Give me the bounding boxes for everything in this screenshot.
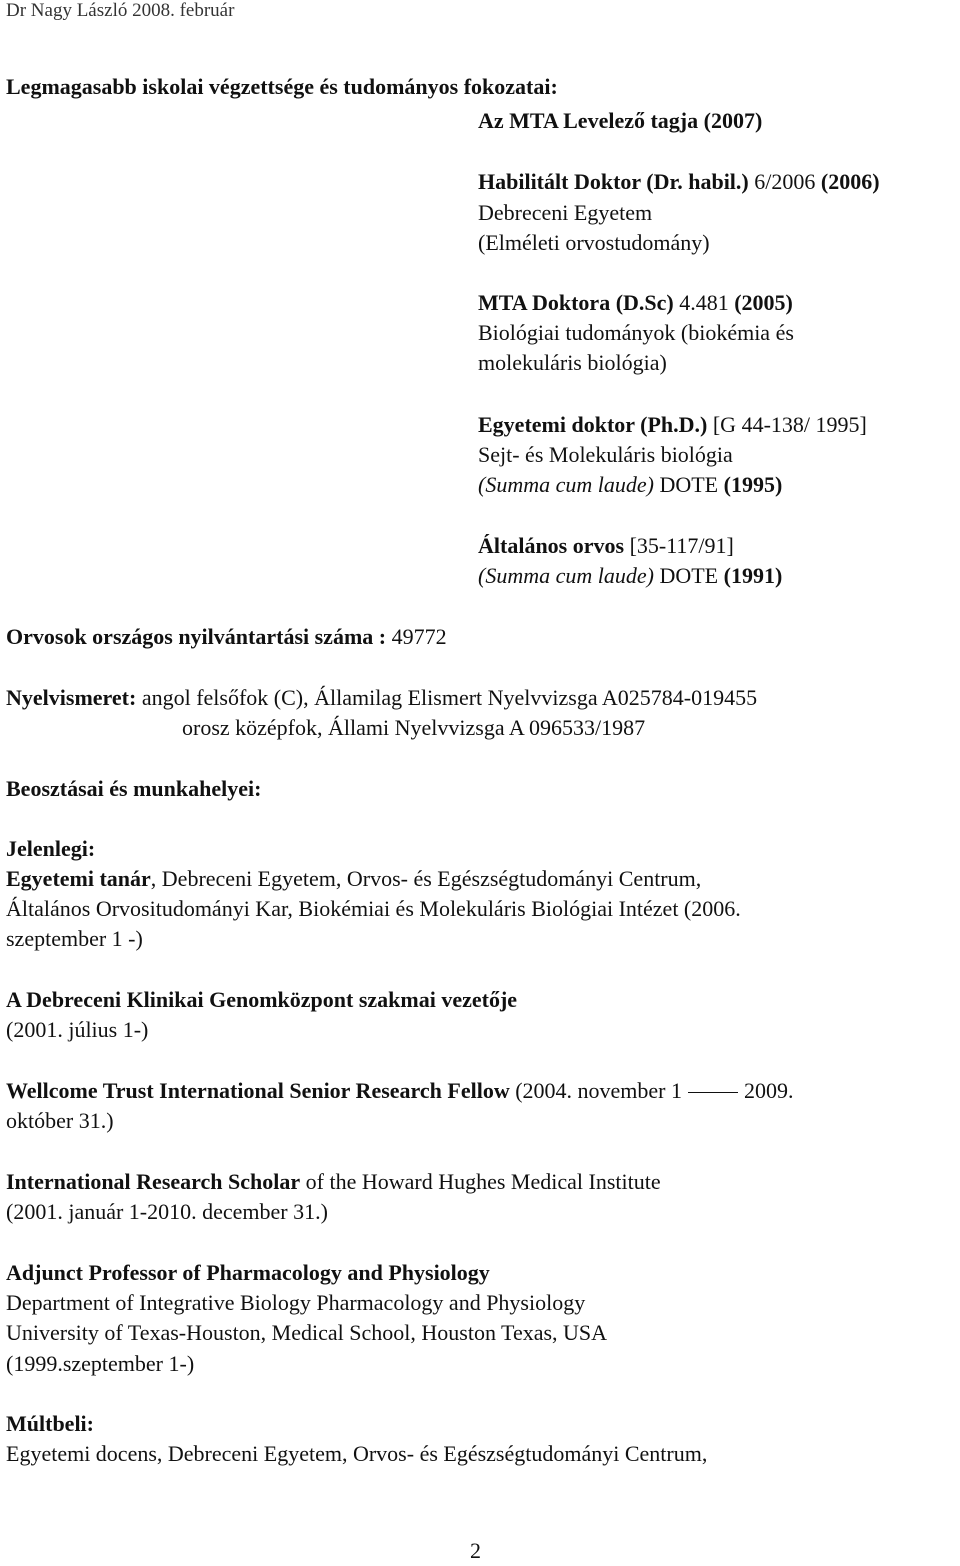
current-label: Jelenlegi: (6, 836, 96, 861)
page-number: 2 (470, 1538, 481, 1563)
dsc-title: MTA Doktora (D.Sc) (478, 290, 674, 315)
habil-title: Habilitált Doktor (Dr. habil.) (478, 169, 749, 194)
phd-honors (478, 472, 782, 498)
registry-label: Orvosok országos nyilvántartási száma : (6, 624, 392, 649)
phd-number: [G 44-138/ 1995] (707, 412, 867, 437)
professor-line-1 (6, 866, 701, 892)
phd-school: DOTE (653, 472, 724, 497)
dsc-year: (2005) (734, 290, 793, 315)
hhmi-institute: of the Howard Hughes Medical Institute (300, 1169, 661, 1194)
wellcome-date-start: (2004. november 1 (509, 1078, 683, 1103)
wellcome-title: Wellcome Trust International Senior Research Fellow (6, 1078, 510, 1103)
degrees-heading: Legmagasabb iskolai végzettsége és tudományos fokozatai: (6, 74, 558, 99)
md-summa: (Summa cum laude) (478, 563, 654, 588)
registry-number: 49772 (391, 624, 447, 649)
md-line (478, 533, 734, 559)
genom-title: A Debreceni Klinikai Genomközpont szakmai vezetője (6, 987, 518, 1012)
languages-label: Nyelvismeret: (6, 685, 137, 710)
adjunct-university: University of Texas-Houston, Medical School, Houston Texas, USA (6, 1320, 608, 1345)
languages-russian: orosz középfok, Állami Nyelvvizsga A 096533/1987 (182, 715, 646, 740)
genom-date: (2001. július 1-) (6, 1017, 149, 1042)
page-header: Dr Nagy László 2008. február (6, 0, 235, 21)
phd-year: (1995) (723, 472, 783, 497)
dsc-number: 4.481 (673, 290, 735, 315)
wellcome-line-1 (6, 1078, 794, 1104)
habil-number: 6/2006 (748, 169, 821, 194)
md-school: DOTE (653, 563, 724, 588)
dsc-field-2: molekuláris biológia) (478, 350, 667, 375)
habil-year: (2006) (820, 169, 880, 194)
dsc-field-1: Biológiai tudományok (biokémia és (478, 320, 794, 345)
habil-line (478, 169, 880, 195)
registry-line (6, 624, 447, 650)
phd-field: Sejt- és Molekuláris biológia (478, 442, 733, 467)
md-title: Általános orvos (478, 533, 625, 558)
date-range-dash (688, 1092, 738, 1093)
md-year: (1991) (723, 563, 783, 588)
adjunct-title: Adjunct Professor of Pharmacology and Physiology (6, 1260, 490, 1285)
adjunct-date: (1999.szeptember 1-) (6, 1351, 195, 1376)
hhmi-date: (2001. január 1-2010. december 31.) (6, 1199, 328, 1224)
professor-institution: , Debreceni Egyetem, Orvos- és Egészségtudományi Centrum, (150, 866, 702, 891)
professor-title: Egyetemi tanár (6, 866, 151, 891)
positions-heading: Beosztásai és munkahelyei: (6, 776, 262, 801)
hhmi-line-1 (6, 1169, 661, 1195)
past-line-1: Egyetemi docens, Debreceni Egyetem, Orvos- és Egészségtudományi Centrum, (6, 1441, 708, 1466)
md-number: [35-117/91] (624, 533, 734, 558)
professor-line-3: szeptember 1 -) (6, 926, 143, 951)
phd-title: Egyetemi doktor (Ph.D.) (478, 412, 708, 437)
md-honors (478, 563, 782, 589)
languages-line-1 (6, 685, 757, 711)
phd-line (478, 412, 867, 438)
dsc-line (478, 290, 793, 316)
past-label: Múltbeli: (6, 1411, 94, 1436)
professor-line-2: Általános Orvositudományi Kar, Biokémiai és Molekuláris Biológiai Intézet (2006. (6, 896, 741, 921)
habil-field: (Elméleti orvostudomány) (478, 230, 710, 255)
habil-institution: Debreceni Egyetem (478, 200, 653, 225)
wellcome-line-2: október 31.) (6, 1108, 114, 1133)
hhmi-title: International Research Scholar (6, 1169, 301, 1194)
languages-english: angol felsőfok (C), Államilag Elismert Nyelvvizsga A025784-019455 (136, 685, 758, 710)
phd-summa: (Summa cum laude) (478, 472, 654, 497)
adjunct-department: Department of Integrative Biology Pharmacology and Physiology (6, 1290, 586, 1315)
wellcome-date-end: 2009. (744, 1078, 794, 1103)
mta-membership: Az MTA Levelező tagja (2007) (478, 108, 763, 133)
